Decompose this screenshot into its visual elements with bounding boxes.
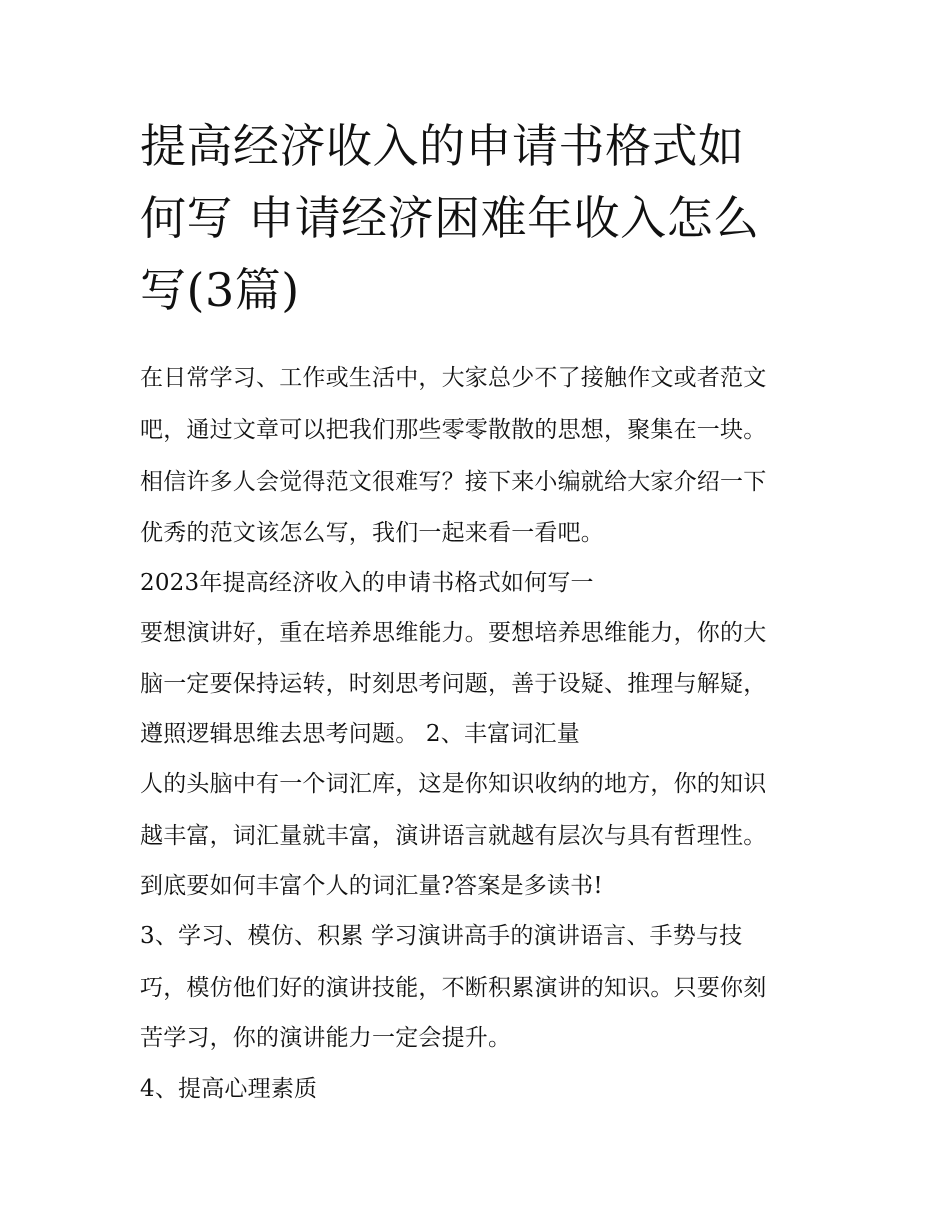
paragraph-line: 人的头脑中有一个词汇库，这是你知识收纳的地方，你的知识	[140, 771, 767, 797]
title-line: 写(3篇)	[140, 263, 300, 317]
paragraph-line: 脑一定要保持运转，时刻思考问题，善于设疑、推理与解疑，	[140, 671, 767, 697]
paragraph-line: 3、学习、模仿、积累 学习演讲高手的演讲语言、手势与技	[140, 923, 743, 949]
intro-line: 优秀的范文该怎么写，我们一起来看一看吧。	[140, 520, 604, 546]
paragraph-line: 要想演讲好，重在培养思维能力。要想培养思维能力，你的大	[140, 620, 767, 646]
intro-line: 在日常学习、工作或生活中，大家总少不了接触作文或者范文	[140, 365, 767, 391]
paragraph-line: 到底要如何丰富个人的词汇量?答案是多读书!	[140, 873, 603, 899]
title-line: 何写 申请经济困难年收入怎么	[140, 191, 760, 245]
title-line: 提高经济收入的申请书格式如	[140, 119, 745, 173]
document-title	[140, 110, 820, 326]
intro-line: 相信许多人会觉得范文很难写？接下来小编就给大家介绍一下	[140, 469, 767, 495]
intro-line: 吧，通过文章可以把我们那些零零散散的思想，聚集在一块。	[140, 417, 767, 443]
paragraph-line: 巧，模仿他们好的演讲技能，不断积累演讲的知识。只要你刻	[140, 975, 767, 1001]
paragraph-line: 越丰富，词汇量就丰富，演讲语言就越有层次与具有哲理性。	[140, 823, 767, 849]
paragraph-line: 遵照逻辑思维去思考问题。 2、丰富词汇量	[140, 721, 580, 747]
paragraph-line: 苦学习，你的演讲能力一定会提升。	[140, 1025, 512, 1051]
section-heading: 2023年提高经济收入的申请书格式如何写一	[140, 570, 594, 596]
paragraph-line: 4、提高心理素质	[140, 1076, 318, 1102]
